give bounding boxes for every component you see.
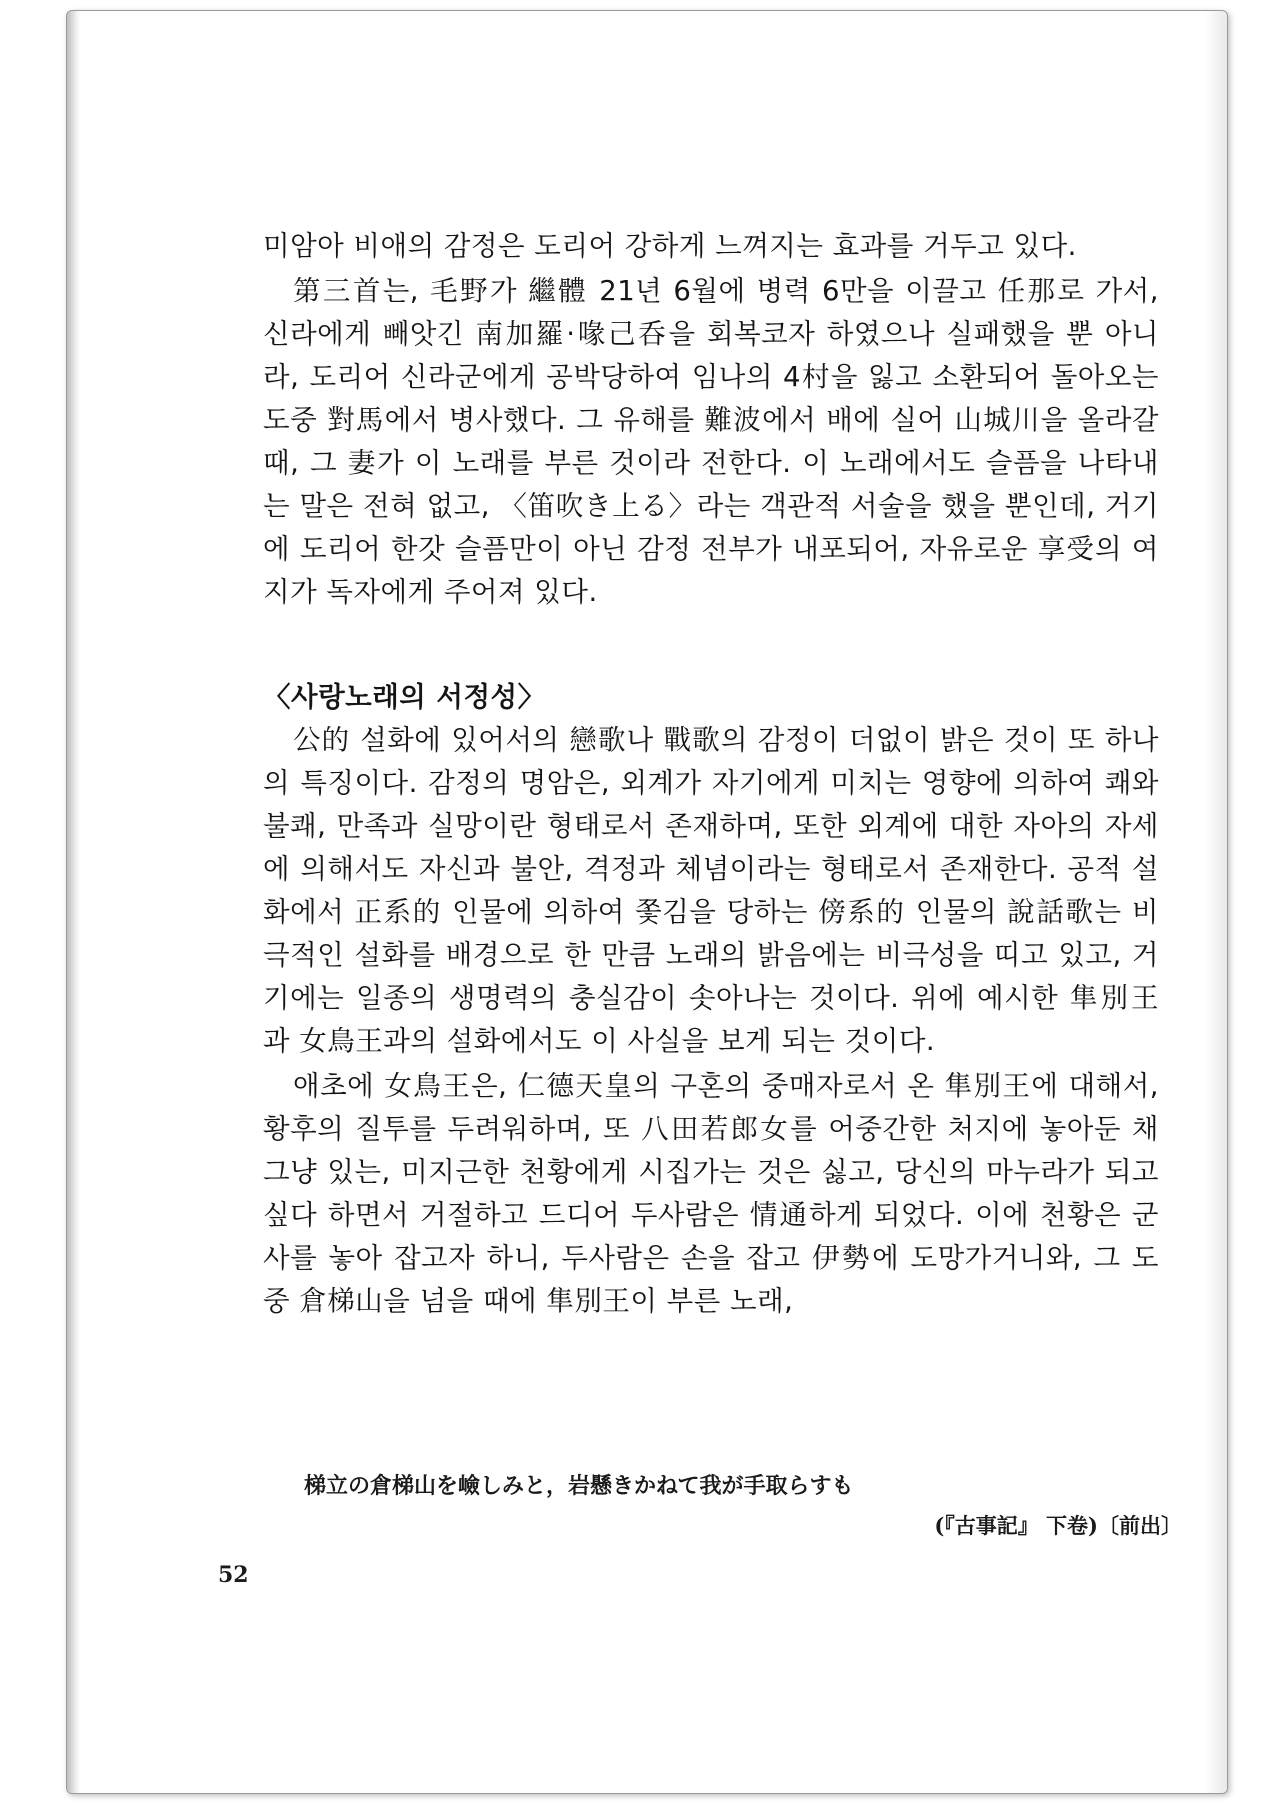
poem-quote: 梯立の倉梯山を嶮しみと，岩懸きかねて我が手取らすも [304,1473,854,1499]
page-body [263,225,1159,1323]
poem-source: (『古事記』 下卷)〔前出〕 [934,1513,1182,1538]
paragraph-continued: 미암아 비애의 감정은 도리어 강하게 느껴지는 효과를 거두고 있다. [263,230,1077,262]
section-heading: 〈사랑노래의 서정성〉 [263,681,546,713]
page-number: 52 [218,1562,249,1588]
paragraph-public-tales: 公的 설화에 있어서의 戀歌나 戰歌의 감정이 더없이 밝은 것이 또 하나의 특징이다. 감정의 명암은, 외계가 자기에게 미치는 영향에 의하여 쾌와 불쾌, 만족과 실망이란 형태로서 존재하며, 또한 외계에 대한 자아의 자세에 의해서도 자신과 불안, 격정과 체념이라는 형태로서 존재한다. 공적 설화에서 正系的 인물에 의하여 쫓김을 당하는 傍系的 인물의 說話歌는 비극적인 설화를 배경으로 한 만큼 노래의 밝음에는 비극성을 띠고 있고, 거기에는 일종의 생명력의 충실감이 솟아나는 것이다. 위에 예시한 隼別王과 女鳥王과의 설화에서도 이 사실을 보게 되는 것이다. [263,724,1159,1057]
paragraph-medori: 애초에 女鳥王은, 仁德天皇의 구혼의 중매자로서 온 隼別王에 대해서, 황후의 질투를 두려워하며, 또 八田若郎女를 어중간한 처지에 놓아둔 채 그냥 있는, 미지근한 천황에게 시집가는 것은 싫고, 당신의 마누라가 되고 싶다 하면서 거절하고 드디어 두사람은 情通하게 되었다. 이에 천황은 군사를 놓아 잡고자 하니, 두사람은 손을 잡고 伊勢에 도망가거니와, 그 도중 倉梯山을 넘을 때에 隼別王이 부른 노래, [263,1070,1159,1317]
paragraph-third-song: 第三首는, 毛野가 繼體 21년 6월에 병력 6만을 이끌고 任那로 가서, 신라에게 빼앗긴 南加羅·喙己呑을 회복코자 하였으나 실패했을 뿐 아니라, 도리어 신라군에게 공박당하여 임나의 4村을 잃고 소환되어 돌아오는 도중 對馬에서 병사했다. 그 유해를 難波에서 배에 실어 山城川을 올라갈 때, 그 妻가 이 노래를 부른 것이라 전한다. 이 노래에서도 슬픔을 나타내는 말은 전혀 없고, 〈笛吹き上る〉라는 객관적 서술을 했을 뿐인데, 거기에 도리어 한갓 슬픔만이 아닌 감정 전부가 내포되어, 자유로운 享受의 여지가 독자에게 주어져 있다. [263,275,1159,608]
page-edge-shadow [1205,11,1227,1793]
